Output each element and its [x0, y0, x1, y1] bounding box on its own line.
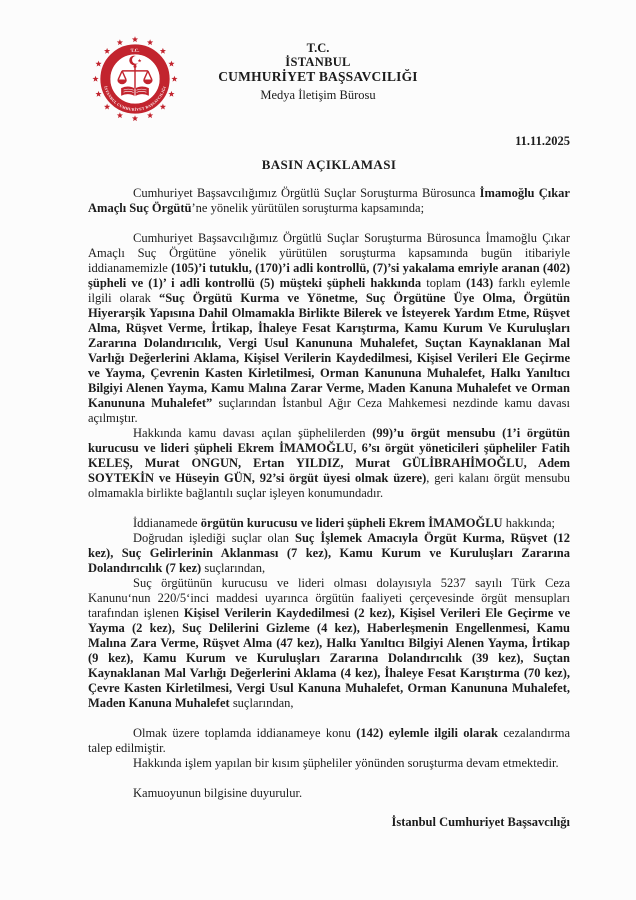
- text-run: suçlarından,: [229, 696, 294, 710]
- star-icon: [132, 115, 138, 121]
- bold-text-run: (99)’u örgüt mensubu (1’i örgütün kurucusu ve lideri şüpheli Ekrem İMAMOĞLU, 6’sı örgüt yöneticileri şüpheliler Fatih KELEŞ, Murat ONGUN, Ertan YILDIZ, Murat GÜLİBRAHİMOĞLU, Adem SOYTEKİN ve Hüseyin GÜN, 92’si örgüt üyesi olmak üzere): [88, 426, 570, 485]
- paragraph: [88, 726, 570, 756]
- letterhead: [0, 41, 636, 103]
- text-run: İddianamede: [133, 516, 201, 530]
- paragraph: [88, 531, 570, 576]
- document-title: BASIN AÇIKLAMASI: [261, 157, 397, 172]
- text-run: Olmak üzere toplamda iddianameye konu: [133, 726, 357, 740]
- text-run: toplam: [426, 276, 467, 290]
- star-icon: [117, 112, 123, 118]
- text-run: , geri kalanı örgüt mensubu olmamakla birlikte bağlantılı suçlar işleyen konumundadır.: [88, 471, 570, 500]
- letterhead-bureau: Medya İletişim Bürosu: [260, 88, 376, 102]
- text-run: Cumhuriyet Başsavcılığımız Örgütlü Suçlar Soruşturma Bürosunca: [133, 186, 480, 200]
- text-run: cezalandırma talep edilmiştir.: [88, 726, 570, 755]
- document-body: [88, 186, 570, 830]
- star-icon: [104, 104, 110, 110]
- bold-text-run: (105)’i tutuklu, (170)’i adli kontrollü, (7)’si yakalama emriyle aranan (402) şüpheli ve (1)’ i adli kontrollü (5) müşteki şüpheli hakkında: [88, 261, 570, 290]
- text-run: Hakkında işlem yapılan bir kısım şüpheliler yönünden soruşturma devam etmektedir.: [133, 756, 559, 770]
- text-run: hakkında;: [502, 516, 555, 530]
- text-run: farklı eylemle ilgili olarak: [88, 276, 570, 305]
- paragraph: [88, 786, 570, 801]
- paragraph: [88, 576, 570, 711]
- bold-text-run: “Suç Örgütü Kurma ve Yönetme, Suç Örgütüne Üye Olma, Örgütün Hiyerarşik Yapısına Dahil Olmamakla Birlikte Bilerek ve İsteyerek Yardım Etme, Rüşvet Alma, Rüşvet Verme, İrtikap, İhaleye Fesat Karıştırma, Kamu Kurum Ve Kuruluşları Zararına Dolandırıcılık, Vergi Usul Kanununa Muhalefet, Suçtan Kaynaklanan Mal Varlığı Değerlerini Aklama, Kişisel Verilerin Kaydedilmesi, Kişisel Verileri Ele Geçirme ve Yayma, Çevrenin Kasten Kirletilmesi, Orman Kanununa Muhalefet, Halkı Yanıltıcı Bilgiyi Alenen Yayma, Kamu Malına Zarar Verme, Maden Kanuna Muhalefet ve Orman Kanununa Muhalefet”: [88, 291, 570, 410]
- bold-text-run: (142) eylemle ilgili olarak: [356, 726, 504, 740]
- text-run: suçlarından,: [201, 561, 266, 575]
- emblem-tc-label: T.C.: [130, 48, 140, 55]
- paragraph: [88, 516, 570, 531]
- signature: İstanbul Cumhuriyet Başsavcılığı: [391, 815, 570, 829]
- bold-text-run: Kişisel Verilerin Kaydedilmesi (2 kez), Kişisel Verileri Ele Geçirme ve Yayma (2 kez), Suç Delilerini Gizleme (4 kez), Haberleşmenin Engellenmesi, Kamu Malına Zara Verme, Rüşvet Alma (47 kez), Halkı Yanıltıcı Bilgiyi Alenen Yayma, İrtikap (9 kez), Kamu Kurum ve Kuruluşları Zararına Dolandırıcılık (39 kez), Suçtan Kaynaklanan Mal Varlığı Değerlerini Aklama (4 kez), İhaleye Fesat Karıştırma (70 kez), Çevre Kasten Kirletilmesi, Vergi Usul Kanuna Muhalefet, Orman Kanununa Muhalefet, Maden Kanuna Muhalefet: [88, 606, 570, 710]
- bold-text-run: örgütün kurucusu ve lideri şüpheli Ekrem İMAMOĞLU: [200, 516, 503, 530]
- star-icon: [160, 104, 166, 110]
- text-run: ’ne yönelik yürütülen soruşturma kapsamında;: [191, 201, 425, 215]
- text-run: suçlarından İstanbul Ağır Ceza Mahkemesi nezdinde kamu davası açılmıştır.: [88, 396, 570, 425]
- paragraph: [88, 756, 570, 771]
- text-run: Kamuoyunun bilgisine duyurulur.: [133, 786, 303, 800]
- bold-text-run: İmamoğlu Çıkar Amaçlı Suç Örgütü: [88, 186, 570, 215]
- letterhead-republic: T.C.: [306, 41, 330, 55]
- paragraph: [88, 186, 570, 216]
- letterhead-office: CUMHURİYET BAŞSAVCILIĞI: [218, 69, 418, 84]
- text-run: Cumhuriyet Başsavcılığımız Örgütlü Suçlar Soruşturma Bürosunca İmamoğlu Çıkar Amaçlı Suç Örgütüne yönelik yürütülen soruşturma kapsamında bugün itibariyle iddianamemizle: [88, 231, 570, 275]
- emblem-band-label: İSTANBUL CUMHURİYET BAŞSAVCILIĞI: [103, 85, 167, 112]
- star-icon: [147, 112, 153, 118]
- text-run: Doğrudan işlediği suçlar olan: [133, 531, 295, 545]
- text-run: Hakkında kamu davası açılan şüphelilerden: [133, 426, 373, 440]
- paragraph: [88, 426, 570, 501]
- paragraph: [88, 231, 570, 426]
- text-run: Suç örgütünün kurucusu ve lideri olması dolayısıyla 5237 sayılı Türk Ceza Kanunu‘nun 220/5‘inci maddesi uyarınca örgütün faaliyeti çerçevesinde örgüt mensupları tarafından işlenen: [88, 576, 570, 620]
- bold-text-run: (143): [466, 276, 494, 290]
- letterhead-city: İSTANBUL: [285, 55, 351, 69]
- document-date: 11.11.2025: [515, 134, 570, 148]
- bold-text-run: Suç İşlemek Amacıyla Örgüt Kurma, Rüşvet (12 kez), Suç Gelirlerinin Aklanması (7 kez), Kamu Kurum ve Kuruluşları Zararına Dolandırıcılık (7 kez): [88, 531, 570, 575]
